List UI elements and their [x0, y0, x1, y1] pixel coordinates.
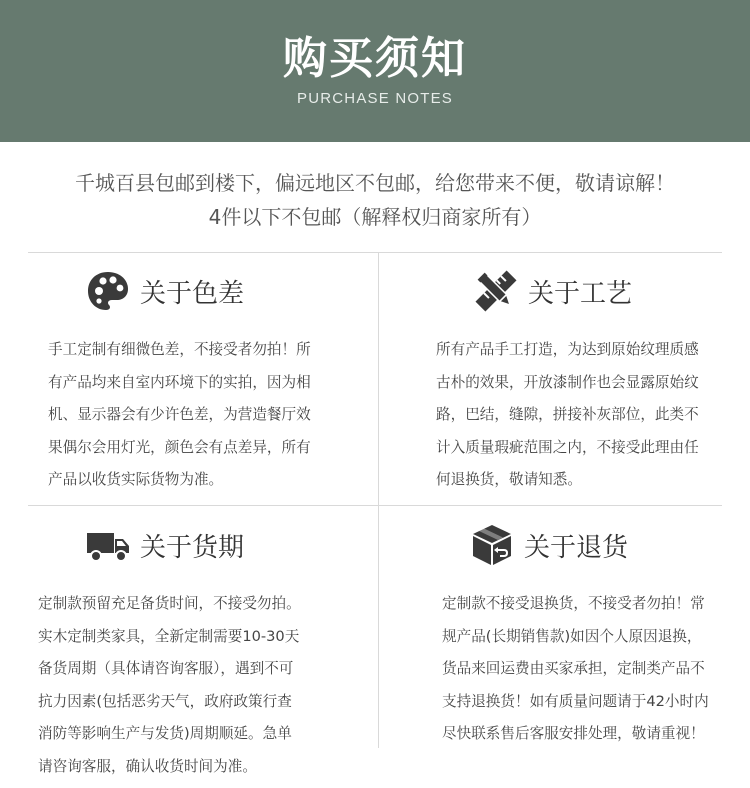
header-banner — [0, 0, 750, 142]
page-subtitle: PURCHASE NOTES — [297, 90, 453, 107]
body-line: 请咨询客服，确认收货时间为准。 — [38, 757, 257, 775]
palette-icon — [86, 269, 130, 313]
notice-line: 4件以下不包邮（解释权归商家所有） — [208, 205, 542, 229]
body-line: 支持退换货！如有质量问题请于42小时内 — [442, 692, 709, 710]
body-line: 产品以收货实际货物为准。 — [48, 471, 224, 488]
section-returns — [442, 520, 742, 750]
body-line: 备货周期（具体请咨询客服），遇到不可 — [38, 660, 294, 677]
section-heading — [474, 266, 632, 316]
section-title: 关于货期 — [140, 532, 245, 563]
body-line: 古朴的效果，开放漆制作也会显露原始纹 — [436, 373, 699, 391]
body-line: 何退换货，敬请知悉。 — [436, 471, 582, 488]
section-heading — [470, 520, 628, 570]
section-title: 关于工艺 — [528, 278, 633, 309]
section-title: 关于退货 — [524, 532, 629, 563]
body-line: 所有产品手工打造，为达到原始纹理质感 — [436, 341, 699, 358]
section-body — [38, 588, 301, 783]
page-title: 购买须知 — [283, 33, 467, 84]
section-craftsmanship — [436, 266, 736, 496]
section-color-difference — [48, 266, 358, 496]
divider — [28, 252, 722, 253]
divider — [28, 505, 722, 506]
section-heading — [86, 520, 244, 570]
body-line: 路，巴结，缝隙，拼接补灰部位，此类不 — [436, 406, 699, 423]
section-body — [436, 334, 699, 497]
body-line: 计入质量瑕疵范围之内，不接受此理由任 — [436, 438, 699, 456]
body-line: 规产品(长期销售款)如因个人原因退换， — [442, 627, 702, 645]
divider — [378, 252, 379, 748]
shipping-notice — [0, 166, 750, 234]
section-title: 关于色差 — [140, 278, 245, 309]
body-line: 有产品均来自室内环境下的实拍，因为相 — [48, 373, 311, 391]
truck-icon — [86, 523, 130, 567]
body-line: 尽快联系售后客服安排处理，敬请重视！ — [442, 725, 705, 742]
section-heading — [86, 266, 244, 316]
body-line: 定制款预留充足备货时间，不接受勿拍。 — [38, 595, 301, 612]
return-box-icon — [470, 523, 514, 567]
body-line: 消防等影响生产与发货)周期顺延。急单 — [38, 725, 292, 742]
body-line: 货品来回运费由买家承担，定制类产品不 — [442, 660, 705, 677]
section-delivery-period — [38, 520, 358, 780]
body-line: 定制款不接受退换货，不接受者勿拍！常 — [442, 595, 705, 612]
body-line: 手工定制有细微色差，不接受者勿拍！所 — [48, 341, 311, 358]
notice-line: 千城百县包邮到楼下，偏远地区不包邮，给您带来不便，敬请谅解！ — [75, 171, 675, 195]
pencil-ruler-icon — [474, 269, 518, 313]
body-line: 机、显示器会有少许色差，为营造餐厅效 — [48, 406, 311, 423]
body-line: 果偶尔会用灯光，颜色会有点差异，所有 — [48, 438, 311, 456]
body-line: 抗力因素(包括恶劣天气，政府政策行查 — [38, 692, 292, 710]
body-line: 实木定制类家具，全新定制需要10-30天 — [38, 627, 300, 645]
section-body — [442, 588, 709, 751]
section-body — [48, 334, 311, 497]
